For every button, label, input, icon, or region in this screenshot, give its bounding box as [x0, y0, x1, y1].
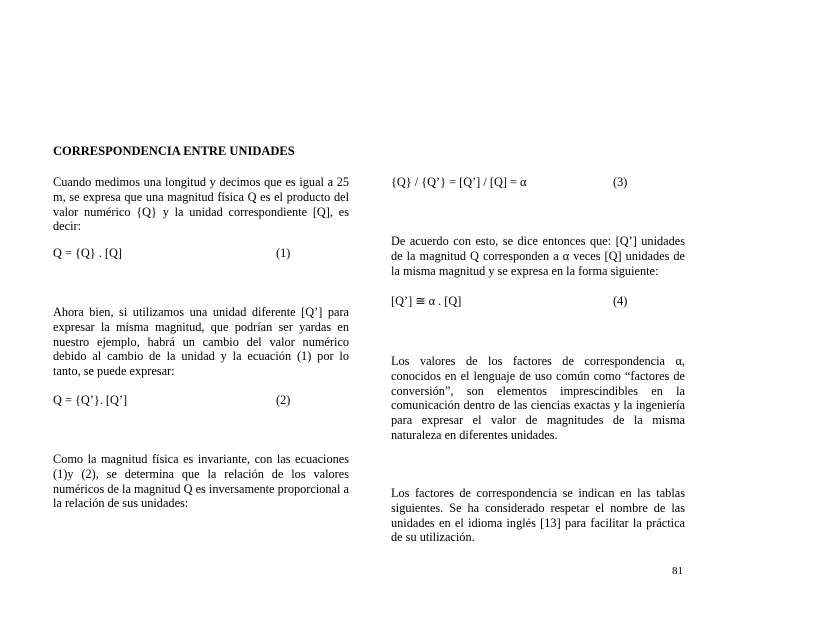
- paragraph-different-unit: Ahora bien, si utilizamos una unidad diferente [Q’] para expresar la misma magnitud, que podrían ser yardas en nuestro ejemplo, habrá un cambio del valor numérico debido al cambio de la unidad y la ecuación (1) por lo tanto, se puede expresar:: [53, 305, 349, 379]
- equation-2-number: (2): [276, 393, 291, 407]
- equation-1: Q = {Q} . [Q]: [53, 246, 122, 260]
- paragraph-intro: Cuando medimos una longitud y decimos que es igual a 25 m, se expresa que una magnitud física Q es el producto del valor numérico {Q} y la unidad correspondiente [Q], es decir:: [53, 175, 349, 234]
- equation-4: [Q’] ≅ α . [Q]: [391, 294, 462, 308]
- paragraph-tables: Los factores de correspondencia se indican en las tablas siguientes. Se ha considerado respetar el nombre de las unidades en el idioma inglés [13] para facilitar la práctica de su utilización.: [391, 486, 685, 545]
- section-title: CORRESPONDENCIA ENTRE UNIDADES: [53, 144, 295, 158]
- page-number: 81: [672, 565, 683, 577]
- paragraph-invariance: Como la magnitud física es invariante, con las ecuaciones (1)y (2), se determina que la relación de los valores numéricos de la magnitud Q es inversamente proporcional a la relación de sus unidades:: [53, 452, 349, 511]
- equation-3-number: (3): [613, 175, 628, 189]
- equation-2: Q = {Q’}. [Q’]: [53, 393, 128, 407]
- equation-4-number: (4): [613, 294, 628, 308]
- equation-3: {Q} / {Q’} = [Q’] / [Q] = α: [391, 175, 527, 189]
- equation-1-number: (1): [276, 246, 291, 260]
- paragraph-conversion-factors: Los valores de los factores de correspondencia α, conocidos en el lenguaje de uso común como “factores de conversión”, son elementos imprescindibles en la comunicación dentro de las ciencias exactas y la ingeniería para expresar el valor de magnitudes de la misma naturaleza en diferentes unidades.: [391, 354, 685, 442]
- paragraph-correspondence: De acuerdo con esto, se dice entonces que: [Q’] unidades de la magnitud Q corresponden a α veces [Q] unidades de la misma magnitud y se expresa en la forma siguiente:: [391, 234, 685, 278]
